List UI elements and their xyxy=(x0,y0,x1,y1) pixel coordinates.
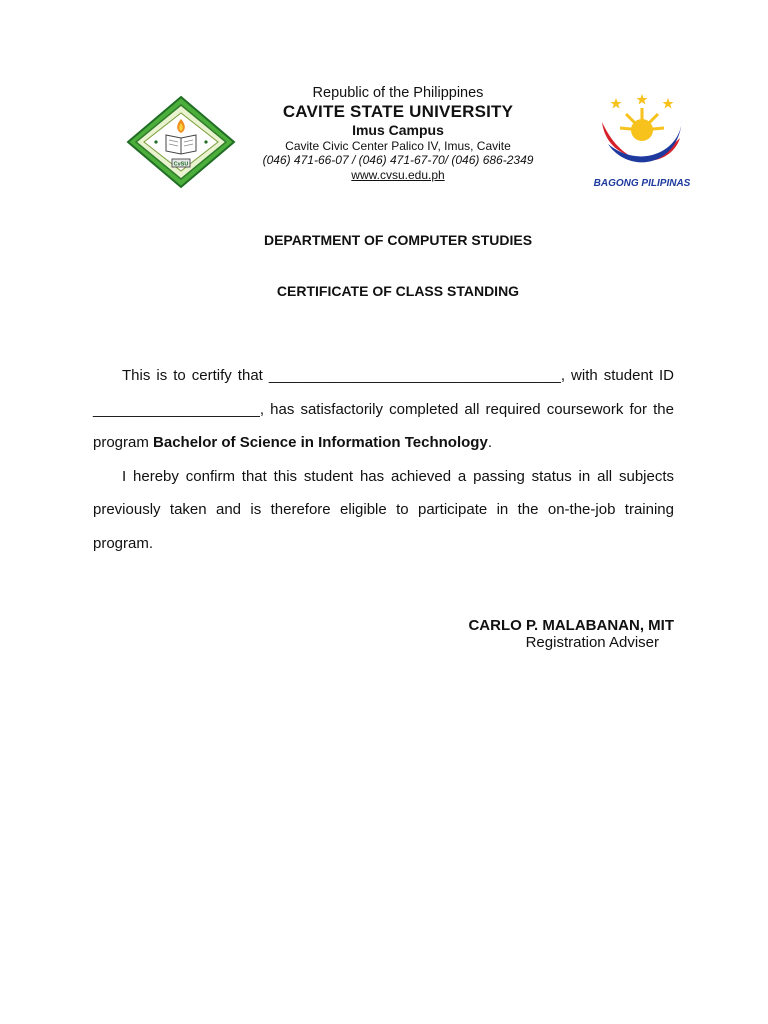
signatory-name: CARLO P. MALABANAN, MIT xyxy=(468,617,674,634)
letterhead xyxy=(238,86,558,183)
certification-paragraph xyxy=(93,359,674,460)
student-id-blank: ____________________ xyxy=(93,400,260,418)
phone-numbers: (046) 471-66-07 / (046) 471-67-70/ (046) 686-2349 xyxy=(262,153,534,168)
campus-name: Imus Campus xyxy=(352,121,444,138)
cvsu-seal-icon xyxy=(126,95,236,189)
republic-line: Republic of the Philippines xyxy=(312,85,484,101)
eligibility-paragraph: I hereby confirm that this student has achieved a passing status in all subjects previously taken and is therefore eligible to participate in the on-the-job training program. xyxy=(93,467,674,552)
website-link[interactable]: www.cvsu.edu.ph xyxy=(351,168,445,183)
signatory-title: Registration Adviser xyxy=(525,634,659,651)
student-id-text: , with student ID xyxy=(560,367,674,384)
campus-address: Cavite Civic Center Palico IV, Imus, Cavite xyxy=(285,139,511,154)
certificate-title: CERTIFICATE OF CLASS STANDING xyxy=(276,283,520,299)
department-title: DEPARTMENT OF COMPUTER STUDIES xyxy=(263,232,533,248)
signature-block xyxy=(430,617,674,651)
coursework-text: , has satisfactorily completed all required coursework for the program xyxy=(93,400,674,451)
certificate-body xyxy=(93,359,674,560)
svg-text:BAGONG PILIPINAS: BAGONG PILIPINAS xyxy=(593,178,691,189)
program-name: Bachelor of Science in Information Technology xyxy=(153,434,488,451)
bagong-pilipinas-logo-icon xyxy=(588,94,696,190)
period: . xyxy=(487,434,492,451)
university-name: CAVITE STATE UNIVERSITY xyxy=(282,101,514,121)
student-name-blank: ___________________________________ xyxy=(268,367,561,384)
certify-text: This is to certify that xyxy=(122,367,269,384)
svg-text:CvSU: CvSU xyxy=(173,161,189,168)
